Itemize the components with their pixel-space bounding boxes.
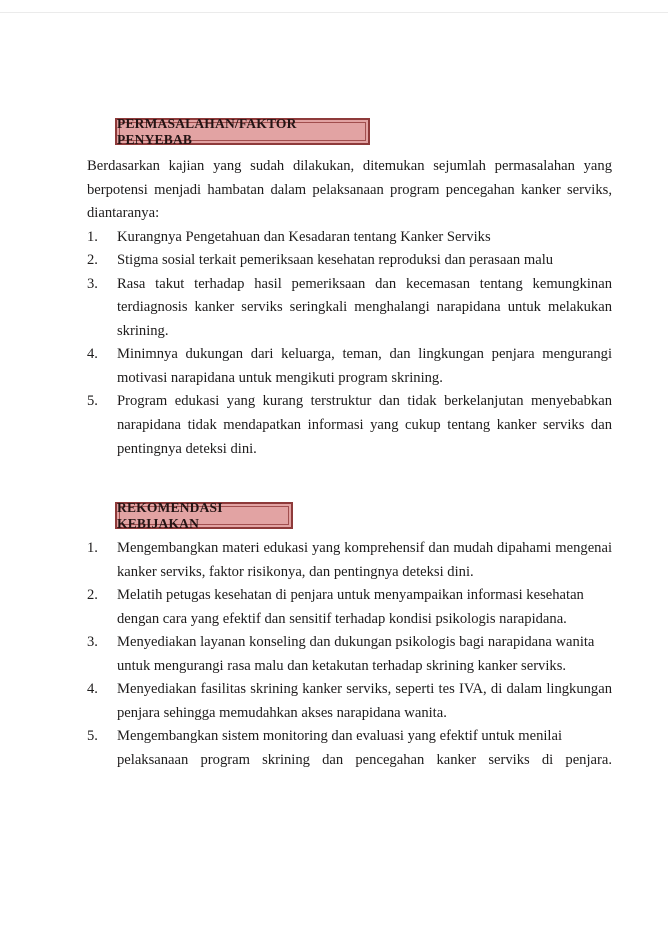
intro-line: berpotensi menjadi hambatan dalam pelaksanaan program pencegahan kanker serviks, — [87, 181, 612, 198]
list-item-continuation — [87, 296, 612, 320]
section-body-rekomendasi — [87, 537, 612, 772]
list-item-text: Stigma sosial terkait pemeriksaan kesehatan reproduksi dan perasaan malu — [117, 252, 554, 269]
list-item-continuation — [87, 749, 612, 773]
list-item — [87, 584, 612, 608]
list-item — [87, 537, 612, 561]
list-item — [87, 631, 612, 655]
list-item-text: motivasi narapidana untuk mengikuti program skrining. — [117, 369, 443, 386]
list-item-number: 2. — [87, 252, 98, 269]
list-item-number: 1. — [87, 540, 98, 556]
list-item-continuation — [87, 702, 612, 726]
section-title-rekomendasi: REKOMENDASI KEBIJAKAN — [117, 499, 223, 531]
list-item-text: dengan cara yang efektif dan sensitif terhadap kondisi psikologis narapidana. — [117, 610, 567, 627]
list-item — [87, 226, 612, 250]
list-item-continuation — [87, 438, 612, 462]
list-item-number: 3. — [87, 275, 98, 292]
list-item-continuation — [87, 655, 612, 679]
list-item-text: terdiagnosis kanker serviks seringkali menghalangi narapidana untuk melakukan — [117, 299, 612, 316]
list-item-number: 4. — [87, 346, 98, 363]
list-item — [87, 249, 612, 273]
list-item-text: kanker serviks, faktor risikonya, dan pentingnya deteksi dini. — [117, 563, 474, 580]
list-item-text: penjara sehingga memudahkan akses narapidana wanita. — [117, 704, 447, 721]
list-item-text: Mengembangkan sistem monitoring dan evaluasi yang efektif untuk menilai — [117, 728, 563, 745]
section-body-permasalahan — [87, 155, 612, 461]
list-item-continuation — [87, 320, 612, 344]
section-header-permasalahan — [115, 115, 370, 147]
list-item — [87, 678, 612, 702]
list-item-continuation — [87, 561, 612, 585]
list-item-text: Rasa takut terhadap hasil pemeriksaan dan kecemasan tentang kemungkinan — [117, 275, 612, 292]
list-item-text: Minimnya dukungan dari keluarga, teman, dan lingkungan penjara mengurangi — [117, 346, 612, 363]
section-header-rekomendasi — [115, 499, 293, 531]
intro-line: diantaranya: — [87, 205, 160, 222]
list-item — [87, 390, 612, 414]
list-item — [87, 343, 612, 367]
list-item-continuation — [87, 367, 612, 391]
list-item-text: Menyediakan fasilitas skrining kanker serviks, seperti tes IVA, di dalam lingkungan — [117, 681, 612, 698]
list-item-continuation — [87, 608, 612, 632]
page-edge-artifact — [0, 12, 668, 13]
list-item-number: 4. — [87, 681, 98, 698]
list-item-text: skrining. — [117, 322, 169, 339]
list-item-text: Program edukasi yang kurang terstruktur dan tidak berkelanjutan menyebabkan — [117, 393, 612, 410]
list-item-text: untuk mengurangi rasa malu dan ketakutan terhadap skrining kanker serviks. — [117, 657, 567, 674]
list-item-text: Mengembangkan materi edukasi yang komprehensif dan mudah dipahami mengenai — [117, 540, 612, 556]
list-item-text: Kurangnya Pengetahuan dan Kesadaran tentang Kanker Serviks — [117, 228, 491, 245]
intro-line: Berdasarkan kajian yang sudah dilakukan, ditemukan sejumlah permasalahan yang — [87, 158, 612, 174]
list-item-text: pelaksanaan program skrining dan pencegahan kanker serviks di penjara. — [117, 751, 612, 768]
list-item-number: 5. — [87, 393, 98, 410]
list-item-text: pentingnya deteksi dini. — [117, 440, 257, 457]
list-item-number: 1. — [87, 228, 98, 245]
list-item-number: 2. — [87, 587, 98, 604]
list-item-text: Menyediakan layanan konseling dan dukungan psikologis bagi narapidana wanita — [117, 634, 595, 651]
list-item — [87, 725, 612, 749]
list-item-text: narapidana tidak mendapatkan informasi yang cukup tentang kanker serviks dan — [117, 417, 612, 434]
list-item-continuation — [87, 414, 612, 438]
list-item-number: 5. — [87, 728, 98, 745]
list-item-number: 3. — [87, 634, 98, 651]
list-item — [87, 273, 612, 297]
section-title-permasalahan: PERMASALAHAN/FAKTOR PENYEBAB — [117, 115, 297, 147]
list-item-text: Melatih petugas kesehatan di penjara untuk menyampaikan informasi kesehatan — [117, 587, 584, 604]
